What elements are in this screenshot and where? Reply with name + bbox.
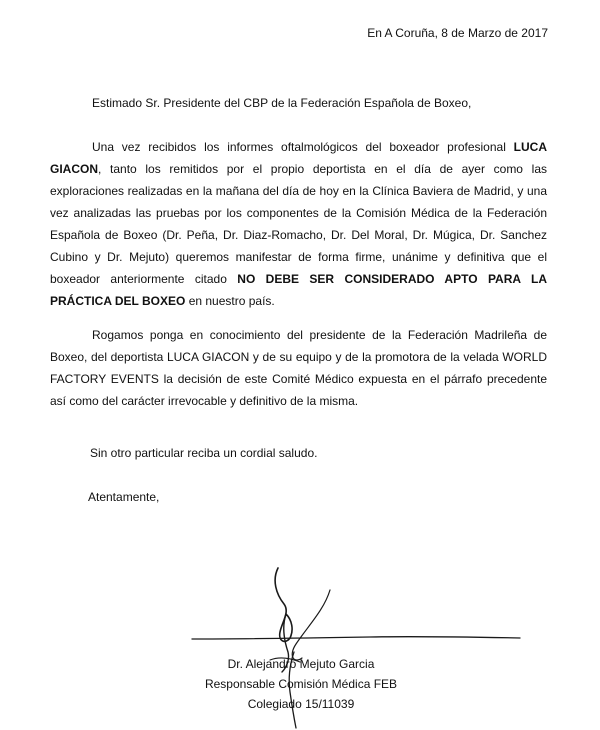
letter-greeting: Estimado Sr. Presidente del CBP de la Federación Española de Boxeo,	[92, 96, 472, 110]
signatory-license: Colegiado 15/11039	[247, 697, 355, 711]
paragraph1-text-2: , tanto los remitidos por el propio deportista en el día de ayer como las exploraciones realizadas en la mañana del día de hoy en la Clínica Baviera de Madrid, y una vez analizadas las pruebas por los componentes de la Comisión Médica de la Federación Española de Boxeo (Dr. Peña, Dr. Diaz-Romacho, Dr. Del Moral, Dr. Múgica, Dr. Sanchez Cubino y Dr. Mejuto) queremos manifestar de forma firme, unánime y definitiva que el boxeador anteriormente citado	[50, 162, 547, 286]
paragraph1-text-3: en nuestro país.	[185, 294, 275, 308]
closing-salutation: Sin otro particular reciba un cordial saludo.	[90, 446, 318, 460]
verdict-statement: NO DEBE SER CONSIDERADO APTO PARA LA PRÁCTICA DEL BOXEO	[50, 272, 547, 308]
closing-word: Atentamente,	[88, 490, 160, 504]
letter-date: En A Coruña, 8 de Marzo de 2017	[367, 26, 548, 40]
signatory-role: Responsable Comisión Médica FEB	[204, 677, 398, 691]
signatory-name: Dr. Alejandro Mejuto Garcia	[227, 657, 375, 671]
paragraph-notification-request: Rogamos ponga en conocimiento del presidente de la Federación Madrileña de Boxeo, del deportista LUCA GIACON y de su equipo y de la promotora de la velada WORLD FACTORY EVENTS la decisión de este Comité Médico expuesta en el párrafo precedente así como del carácter irrevocable y definitivo de la misma.	[50, 328, 547, 408]
signature-block	[196, 654, 406, 714]
paragraph-medical-decision	[50, 136, 547, 312]
paragraph1-text-1: Una vez recibidos los informes oftalmológicos del boxeador profesional	[92, 140, 514, 154]
boxer-name: LUCA GIACON	[50, 140, 547, 176]
